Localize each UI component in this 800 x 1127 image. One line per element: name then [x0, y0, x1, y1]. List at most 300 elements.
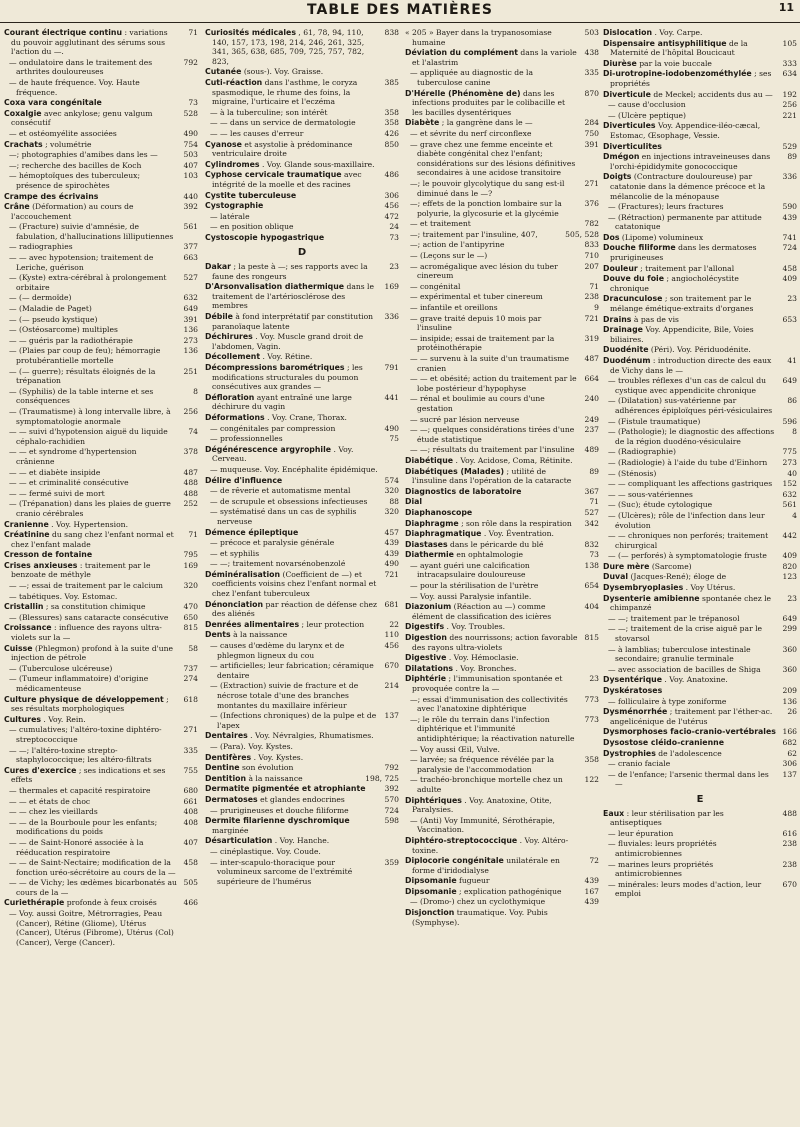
entry-page-number: 273 — [183, 335, 198, 345]
entry-text: — et syphilis — [210, 548, 260, 558]
entry-page-number: 62 — [787, 748, 797, 758]
index-entry — [603, 345, 797, 355]
entry-term: Croissance — [4, 623, 52, 633]
index-entry — [4, 315, 198, 325]
entry-page-number: 682 — [782, 737, 797, 747]
entry-term: Dmégon — [603, 152, 640, 162]
index-entry — [205, 620, 399, 630]
index-entry — [603, 697, 797, 707]
entry-page-number: 632 — [183, 293, 198, 303]
entry-text: : influence des rayons ultra-violets sur la — — [11, 623, 162, 643]
index-entry — [603, 152, 797, 171]
entry-text: — (Kyste) extra-cérébral à prolongement orbitaire — [9, 273, 167, 292]
entry-term: Désarticulation — [205, 836, 273, 846]
entry-text: ; les modifications structurales du poumon consécutives aux grandes — — [212, 363, 363, 392]
index-entry — [4, 807, 198, 817]
entry-text: ; son rôle dans la respiration — [461, 518, 572, 528]
entry-text: — insipide; essai de traitement par la protéinothérapie — [410, 333, 555, 353]
entry-text: — — et obésité; action du traitement par le lobe postérieur d'hypophyse — [410, 374, 577, 393]
entry-page-number: 23 — [787, 294, 797, 304]
index-entry — [603, 315, 797, 325]
entry-page-number: 240 — [584, 394, 599, 404]
entry-page-number: 439 — [384, 538, 399, 548]
entry-page-number: 249 — [584, 414, 599, 424]
entry-term: Dure mère — [603, 561, 650, 571]
index-entry — [405, 497, 599, 507]
index-entry — [603, 880, 797, 899]
entry-page-number: 596 — [782, 416, 797, 426]
index-entry — [4, 786, 198, 796]
entry-page-number: 528 — [183, 108, 198, 118]
entry-text: — hémoptoïques des tuberculeux; présence de spirochètes — [9, 171, 141, 190]
index-entry — [603, 90, 797, 100]
index-entry — [4, 273, 198, 292]
index-entry — [4, 129, 198, 139]
entry-term: Créatinine — [4, 530, 50, 540]
entry-page-number: 58 — [188, 643, 198, 653]
entry-text: . Voy. Kystes. — [253, 752, 304, 762]
index-entry — [603, 839, 797, 858]
entry-text: — (Fracture) suivie d'amnésie, de fabulation, d'hallucinations lilliputiennes — [9, 222, 174, 241]
index-entry — [603, 427, 797, 446]
index-entry — [205, 549, 399, 559]
entry-term: Dysostose cléido-cranienne — [603, 737, 724, 747]
index-entry — [405, 897, 599, 907]
entry-text: — infantile et oreillons — [410, 303, 498, 313]
entry-page-number: 791 — [384, 363, 399, 372]
entry-text: — appliquée au diagnostic de la tuberculose canine — [410, 68, 534, 87]
entry-page-number: 319 — [584, 333, 599, 343]
entry-text: unilatérale en forme d'iridodialyse — [412, 856, 560, 875]
index-entry — [4, 550, 198, 560]
entry-term: Diverticule — [603, 89, 651, 99]
entry-text: à pas de vis — [633, 314, 679, 324]
entry-term: Déchirures — [205, 332, 253, 342]
entry-page-number: 4 — [792, 510, 797, 520]
entry-page-number: 256 — [183, 406, 198, 416]
index-entry — [4, 140, 198, 150]
index-entry — [205, 486, 399, 496]
entry-text: — — les causes d'erreur — [210, 128, 304, 138]
entry-page-number: 490 — [384, 423, 399, 433]
entry-page-number: 426 — [384, 128, 399, 138]
entry-page-number: 207 — [584, 261, 599, 271]
entry-page-number: 439 — [584, 897, 599, 907]
index-entry — [4, 192, 198, 202]
entry-term: Cyphose cervicale traumatique — [205, 170, 342, 180]
entry-term: Cystoscopie hypogastrique — [205, 232, 325, 242]
index-entry — [4, 161, 198, 171]
entry-term: Dystrophies — [603, 748, 656, 758]
index-entry — [4, 674, 198, 693]
entry-term: Diurèse — [603, 58, 637, 68]
index-entry — [205, 836, 399, 846]
entry-page-number: 26 — [787, 707, 797, 717]
index-entry — [4, 304, 198, 314]
entry-page-number: 75 — [389, 434, 399, 444]
entry-page-number: 815 — [584, 633, 599, 643]
entry-page-number: 320 — [183, 581, 198, 591]
entry-text: — artificielles; leur fabrication; céramique dentaire — [210, 661, 374, 680]
entry-text: — rénal et boulimie au cours d'une gestation — [410, 394, 545, 413]
index-entry — [4, 78, 198, 97]
entry-text: — (Plaies par coup de feu); hémorragie protubérantielle mortelle — [9, 346, 161, 365]
entry-text: ; la peste à —; ses rapports avec la faune des rongeurs — [212, 262, 368, 281]
index-entry — [4, 171, 198, 190]
entry-text: — ayant guéri une calcification intracapsulaire douloureuse — [410, 560, 530, 580]
entry-text: — — suivi d'hypotension aiguë du liquide céphalo-rachidien — [9, 427, 168, 446]
entry-text: —; recherche des bacilles de Koch — [9, 160, 142, 170]
index-entry — [205, 847, 399, 857]
entry-text: — tabétiques. Voy. Estomac. — [9, 591, 118, 601]
entry-page-number: 336 — [384, 312, 399, 322]
index-entry — [405, 856, 599, 875]
index-entry — [405, 445, 599, 455]
entry-term: Drains — [603, 314, 632, 324]
entry-text: — (Fistule traumatique) — [608, 416, 701, 426]
entry-text: — (Radiographie) — [608, 447, 676, 457]
entry-page-number: 489 — [584, 445, 599, 455]
index-entry — [405, 415, 599, 425]
entry-term: Digestifs — [405, 622, 445, 632]
entry-page-number: 850 — [384, 139, 399, 149]
entry-term: Dakar — [205, 262, 232, 272]
entry-text: —; effets de la ponction lombaire sur la polyurie, la glycosurie et la glycémie — [410, 199, 562, 218]
entry-term: Cuisse — [4, 643, 33, 653]
entry-text: avec intégrité de la moelle et des racines — [212, 170, 362, 189]
entry-page-number: 618 — [183, 694, 198, 704]
index-entry — [205, 641, 399, 660]
entry-text: . Voy. Hanche. — [274, 836, 330, 846]
page-number: 11 — [778, 1, 794, 14]
entry-text: —; traitement par l'insuline, 407, — [410, 229, 538, 239]
entry-text: — — sous-vatériennes — [608, 489, 693, 499]
entry-text: — à lamblias; tuberculose intestinale secondaire; granulie terminale — [608, 644, 751, 664]
index-entry — [4, 746, 198, 765]
entry-page-number: 438 — [584, 48, 599, 58]
entry-text: —; le pouvoir glycolytique du sang est-il diminué dans le —? — [410, 178, 565, 198]
entry-term: Dysménorrhée — [603, 707, 668, 717]
entry-term: Cultures — [4, 714, 41, 724]
entry-text: . Voy. Troubles. — [446, 622, 506, 632]
index-entry — [4, 28, 198, 57]
index-entry — [4, 858, 198, 877]
index-entry — [405, 887, 599, 897]
index-entry — [205, 742, 399, 752]
index-entry — [603, 202, 797, 212]
index-entry — [603, 770, 797, 789]
entry-page-number: 458 — [183, 858, 198, 868]
index-entry — [4, 561, 198, 580]
entry-term: Cystographie — [205, 201, 264, 211]
entry-text: — (— dermoïde) — [9, 293, 72, 303]
entry-term: Di-urotropine-iodobenzométhylée — [603, 69, 752, 79]
index-entry — [405, 374, 599, 393]
entry-term: Cylindromes — [205, 159, 260, 169]
index-entry — [4, 766, 198, 785]
entry-text: dans l'asthme, le coryza spasmodique, le rhume des foins, la migraine, l'urticaire et l'eczéma — [212, 77, 358, 107]
entry-page-number: 377 — [183, 242, 198, 252]
entry-text: — de l'enfance; l'arsenic thermal dans les — — [608, 769, 769, 789]
entry-page-number: 271 — [183, 725, 198, 735]
entry-text: ; l'immunisation spontanée et provoquée contre la — — [412, 674, 563, 693]
entry-page-number: 22 — [389, 619, 399, 629]
entry-page-number: 238 — [584, 292, 599, 302]
entry-page-number: 122 — [584, 775, 599, 785]
entry-text: — (Blessures) sans cataracte consécutive — [9, 612, 169, 622]
index-entry — [405, 674, 599, 693]
entry-term: Dentaires — [205, 731, 248, 741]
entry-page-number: 441 — [384, 392, 399, 402]
entry-term: Dos — [603, 232, 620, 242]
index-entry — [4, 202, 198, 221]
entry-text: — thermales et capacité respiratoire — [9, 785, 151, 795]
entry-term: Curiosités médicales — [205, 28, 296, 37]
index-entry — [4, 489, 198, 499]
entry-term: Courant électrique continu — [4, 28, 123, 37]
index-entry — [603, 417, 797, 427]
entry-text: — (Radiologie) à l'aide du tube d'Einhorn — [608, 457, 768, 467]
entry-text: — (Dilatation) sus-vatérienne par adhérences épiploïques péri-vésiculaires — [608, 396, 773, 415]
entry-term: Cresson de fontaine — [4, 550, 93, 560]
index-entry — [405, 715, 599, 744]
entry-page-number: 832 — [584, 539, 599, 549]
entry-text: — (— pseudo kystique) — [9, 314, 98, 324]
index-entry — [603, 551, 797, 561]
index-entry — [603, 447, 797, 457]
entry-page-number: 737 — [183, 663, 198, 673]
entry-page-number: 664 — [584, 374, 599, 384]
entry-page-number: 490 — [183, 128, 198, 138]
entry-page-number: 561 — [782, 500, 797, 510]
index-entry — [205, 312, 399, 331]
index-entry — [603, 100, 797, 110]
entry-text: — et sévrite du nerf circonflexe — [410, 128, 532, 138]
entry-text: — —; l'altéro-toxine strepto-staphylococcique; les altéro-filtrats — [9, 745, 152, 765]
entry-text: — acromégalique avec lésion du tuber cinereum — [410, 261, 558, 281]
entry-page-number: 358 — [584, 755, 599, 765]
index-entry — [4, 878, 198, 897]
entry-page-number: 470 — [183, 602, 198, 612]
entry-page-number: 724 — [782, 243, 797, 253]
index-entry — [205, 67, 399, 77]
index-entry — [205, 774, 399, 784]
entry-term: Duodénite — [603, 345, 649, 355]
index-entry — [4, 447, 198, 466]
index-entry — [405, 508, 599, 518]
index-entry — [603, 675, 797, 685]
entry-term: Décompressions barométriques — [205, 363, 345, 372]
entry-text: — (Ulcères); rôle de l'infection dans leur évolution — [608, 510, 765, 530]
entry-page-number: 136 — [782, 696, 797, 706]
entry-page-number: 487 — [183, 467, 198, 477]
entry-page-number: 9 — [594, 303, 599, 313]
index-entry — [205, 753, 399, 763]
entry-text: : traitement par le benzoate de méthyle — [11, 560, 151, 580]
entry-text: son évolution — [241, 763, 294, 773]
index-entry — [4, 818, 198, 837]
entry-page-number: 23 — [787, 593, 797, 603]
entry-page-number: 391 — [183, 314, 198, 324]
entry-term: Cristallin — [4, 602, 44, 612]
entry-page-number: 238 — [782, 839, 797, 849]
index-entry — [4, 715, 198, 725]
entry-term: Diathermie — [405, 550, 454, 560]
entry-page-number: 169 — [183, 560, 198, 570]
index-column-1 — [4, 28, 198, 1118]
entry-page-number: 137 — [384, 711, 399, 721]
index-entry — [405, 230, 599, 240]
entry-term: Douleur — [603, 263, 638, 273]
index-entry — [205, 233, 399, 243]
index-entry — [603, 829, 797, 839]
entry-page-number: 439 — [782, 212, 797, 222]
entry-text: — (Trépanation) dans les plaies de guerre cranio cérébrales — [9, 499, 171, 518]
entry-text: — en position oblique — [210, 222, 294, 232]
index-entry — [4, 109, 198, 128]
index-entry — [405, 602, 599, 621]
entry-term: Diazonium — [405, 602, 452, 612]
entry-page-number: 466 — [183, 898, 198, 908]
entry-term: Diphtériques — [405, 795, 462, 805]
entry-page-number: 570 — [384, 794, 399, 804]
index-entry — [405, 48, 599, 67]
entry-term: Curiethérapie — [4, 898, 65, 908]
index-entry — [603, 707, 797, 726]
entry-text: — (Suc); étude cytologique — [608, 500, 713, 510]
index-entry — [4, 909, 198, 947]
entry-text: — cumulatives; l'altéro-toxine diphtéro-streptococcique — [9, 725, 162, 744]
entry-text: . Voy. Anatoxine. — [664, 675, 728, 685]
index-entry — [205, 282, 399, 311]
index-entry — [405, 836, 599, 855]
index-entry — [405, 179, 599, 198]
entry-term: Cures d'exercice — [4, 765, 77, 775]
entry-text: . Voy. Éventration. — [483, 529, 554, 539]
index-entry — [205, 538, 399, 548]
index-entry — [603, 213, 797, 232]
index-entry — [4, 150, 198, 160]
entry-page-number: 616 — [782, 828, 797, 838]
entry-page-number: 634 — [782, 69, 797, 79]
entry-text: à fond interprétatif par constitution paranoïaque latente — [212, 312, 374, 331]
entry-text: « 205 » Bayer dans la trypanosomiase humaine — [405, 28, 552, 47]
entry-page-number: 755 — [183, 765, 198, 775]
entry-text: de Meckel; accidents dus au — — [653, 89, 773, 99]
index-entry — [205, 497, 399, 507]
index-entry — [4, 242, 198, 252]
entry-text: . Voy. Acidose, Coma, Rétinite. — [455, 455, 573, 465]
index-entry — [205, 681, 399, 710]
entry-term: Dentifères — [205, 752, 252, 762]
index-entry — [205, 108, 399, 118]
entry-text: . Voy Utérus. — [685, 583, 736, 593]
entry-page-number: 782 — [584, 219, 599, 229]
entry-term: Débile — [205, 312, 233, 322]
entry-page-number: 773 — [584, 714, 599, 724]
entry-text: (sous-). Voy. Graisse. — [243, 67, 324, 77]
index-entry — [405, 519, 599, 529]
entry-page-number: 649 — [782, 613, 797, 623]
entry-page-number: 590 — [782, 202, 797, 212]
entry-page-number: 89 — [787, 152, 797, 162]
entry-page-number: 487 — [584, 354, 599, 363]
index-entry — [405, 550, 599, 560]
entry-page-number: 721 — [584, 313, 599, 323]
index-entry — [205, 413, 399, 423]
entry-page-number: 237 — [584, 425, 599, 435]
entry-page-number: 795 — [183, 550, 198, 560]
index-entry — [4, 58, 198, 77]
entry-term: Dégénérescence argyrophile — [205, 444, 332, 454]
entry-page-number: 71 — [188, 28, 198, 37]
index-entry — [405, 664, 599, 674]
entry-page-number: 407 — [183, 837, 198, 847]
entry-page-number: 650 — [183, 612, 198, 622]
index-entry — [603, 479, 797, 489]
entry-text: — (— perforés) à symptomatologie fruste — [608, 551, 767, 561]
page-title: TABLE DES MATIÈRES — [307, 2, 493, 18]
entry-text: — pour la stérilisation de l'urètre — [410, 581, 539, 591]
entry-text: — marines leurs propriétés antimicrobiennes — [608, 859, 714, 879]
index-entry — [405, 314, 599, 333]
entry-text: — systématisé dans un cas de syphilis nerveuse — [210, 507, 357, 526]
index-entry — [205, 570, 399, 599]
index-entry — [603, 665, 797, 675]
entry-text: — cinéplastique. Voy. Coude. — [210, 846, 321, 856]
index-entry — [4, 644, 198, 663]
entry-text: Voy. Appendicite, Bile, Voies biliaires. — [610, 325, 754, 344]
entry-term: Dents — [205, 630, 231, 640]
index-entry — [205, 140, 399, 159]
entry-text: — grave chez une femme enceinte et diabète congénital chez l'enfant; considérations sur des lésions définitives secondaires à une acidose transitoire — [410, 139, 576, 178]
entry-term: Denrées alimentaires — [205, 619, 300, 629]
entry-text: — (Ostéosarcome) multiples — [9, 325, 118, 335]
entry-text: fugueur — [459, 876, 490, 886]
entry-text: — — chez les vieillards — [9, 807, 98, 817]
index-entry — [405, 581, 599, 591]
entry-page-number: 40 — [787, 468, 797, 478]
index-entry — [405, 775, 599, 794]
index-entry — [205, 393, 399, 412]
entry-text: ; sa constitution chimique — [45, 602, 146, 612]
index-entry — [405, 262, 599, 281]
entry-page-number: 815 — [183, 623, 198, 633]
entry-text: — causes d'œdème du larynx et de phlegmon ligneux du cou — [210, 641, 345, 660]
index-entry — [4, 602, 198, 612]
index-entry — [405, 199, 599, 218]
entry-text: . Voy. Rein. — [43, 714, 86, 724]
entry-term: Diphtéro-streptococcique — [405, 835, 518, 845]
entry-text: . Voy. Carpe. — [654, 28, 703, 37]
entry-text: — congénitales par compression — [210, 423, 336, 433]
entry-text: profonde à feux croisés — [66, 898, 157, 908]
index-entry — [405, 303, 599, 313]
index-entry — [205, 191, 399, 201]
entry-term: Diaphragmatique — [405, 529, 482, 539]
section-letter: E — [696, 793, 704, 805]
entry-page-number: 74 — [188, 427, 198, 437]
index-entry — [603, 325, 797, 344]
index-entry — [205, 262, 399, 281]
entry-page-number: 792 — [384, 763, 399, 773]
entry-term: Décollement — [205, 352, 261, 362]
entry-page-number: 488 — [183, 478, 198, 488]
entry-text: avec ankylose; genu valgum consécutif — [11, 108, 153, 128]
entry-page-number: 724 — [384, 805, 399, 815]
entry-text: ; angiocholécystite chronique — [610, 274, 739, 293]
index-entry — [205, 784, 399, 794]
